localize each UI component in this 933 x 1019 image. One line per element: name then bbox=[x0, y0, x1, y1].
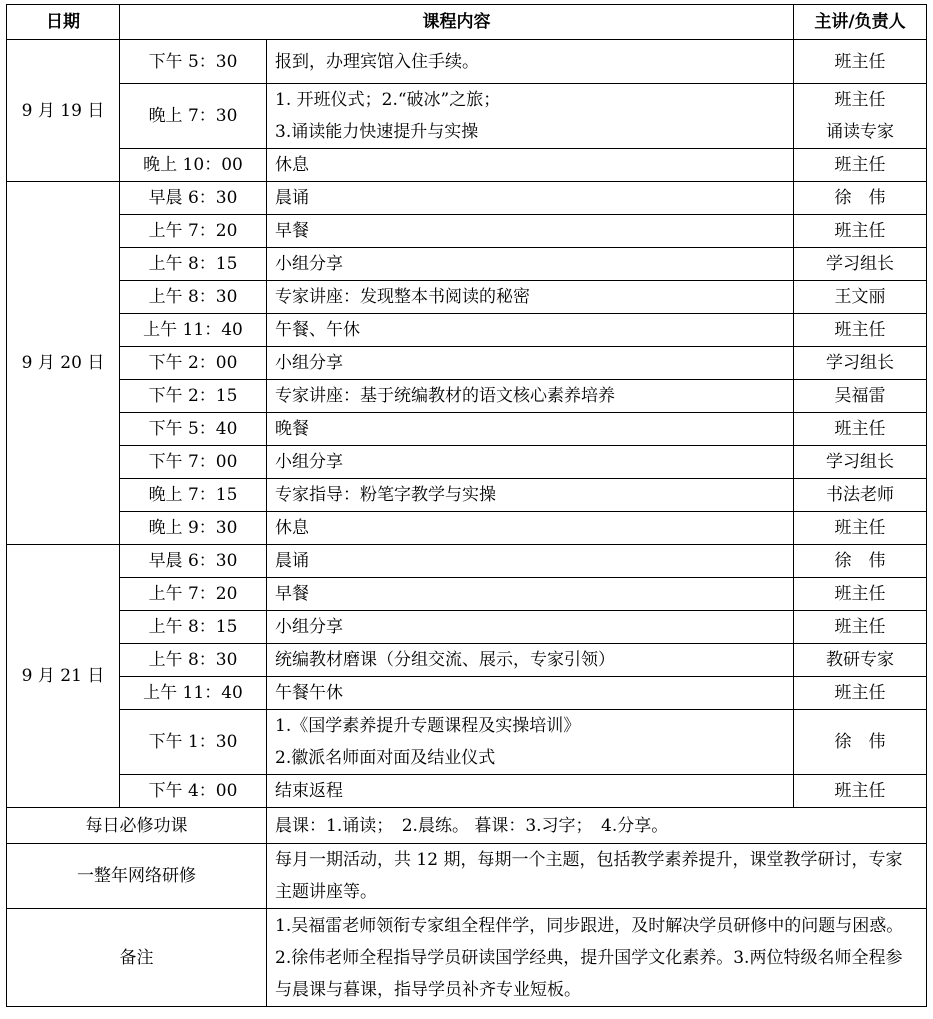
cell-text: 班主任 bbox=[834, 683, 886, 703]
cell-text: 教研专家 bbox=[826, 650, 894, 670]
cell-text: 结束返程 bbox=[275, 781, 343, 801]
schedule-row bbox=[7, 710, 927, 775]
schedule-row bbox=[7, 215, 927, 248]
session-lecturer bbox=[794, 347, 927, 380]
session-content bbox=[267, 413, 794, 446]
schedule-row bbox=[7, 40, 927, 84]
header-date: 日期 bbox=[7, 5, 120, 40]
session-time: 下午 2：15 bbox=[120, 380, 267, 413]
session-time: 上午 11：40 bbox=[120, 314, 267, 347]
cell-text: 小组分享 bbox=[275, 353, 343, 373]
session-time: 上午 8：15 bbox=[120, 248, 267, 281]
session-lecturer bbox=[794, 446, 927, 479]
session-time: 晚上 7：30 bbox=[120, 84, 267, 149]
schedule-row bbox=[7, 479, 927, 512]
footer-online-row bbox=[7, 844, 927, 909]
schedule-row bbox=[7, 677, 927, 710]
cell-text: 班主任 bbox=[834, 518, 886, 538]
day-date: 9 月 21 日 bbox=[7, 545, 120, 808]
cell-text: 吴福雷 bbox=[834, 386, 886, 406]
cell-text: 专家讲座：基于统编教材的语文核心素养培养 bbox=[275, 386, 615, 406]
cell-text: 休息 bbox=[275, 155, 309, 175]
cell-text: 统编教材磨课（分组交流、展示，专家引领） bbox=[275, 650, 615, 670]
session-lecturer bbox=[794, 215, 927, 248]
cell-text: 学习组长 bbox=[826, 254, 894, 274]
cell-text: 班主任 bbox=[834, 155, 886, 175]
footer-text: 1.吴福雷老师领衔专家组全程伴学，同步跟进，及时解决学员研修中的问题与困惑。2.徐伟老师全程指导学员研读国学经典，提升国学文化素养。3.两位特级名师全程参与晨课与暮课，指导学员补齐专业短板。 bbox=[267, 909, 927, 1007]
cell-line: 班主任 bbox=[834, 90, 886, 110]
session-time: 下午 5：30 bbox=[120, 40, 267, 84]
cell-text: 报到，办理宾馆入住手续。 bbox=[275, 51, 479, 72]
schedule-row bbox=[7, 775, 927, 808]
session-time: 晚上 9：30 bbox=[120, 512, 267, 545]
session-lecturer bbox=[794, 775, 927, 808]
cell-line: 3.诵读能力快速提升与实操 bbox=[275, 122, 479, 142]
footer-notes-row bbox=[7, 909, 927, 1007]
cell-text: 早餐 bbox=[275, 584, 309, 604]
schedule-row bbox=[7, 248, 927, 281]
session-lecturer bbox=[794, 248, 927, 281]
schedule-row bbox=[7, 446, 927, 479]
session-content bbox=[267, 182, 794, 215]
cell-text: 晨诵 bbox=[275, 188, 309, 208]
session-content bbox=[267, 479, 794, 512]
session-content bbox=[267, 545, 794, 578]
cell-text: 小组分享 bbox=[275, 452, 343, 472]
schedule-table bbox=[6, 4, 927, 1007]
session-lecturer bbox=[794, 611, 927, 644]
session-lecturer bbox=[794, 710, 927, 775]
cell-text: 班主任 bbox=[834, 51, 886, 72]
session-content bbox=[267, 644, 794, 677]
session-time: 晚上 10：00 bbox=[120, 149, 267, 182]
schedule-row bbox=[7, 611, 927, 644]
cell-line: 1. 开班仪式；2.“破冰”之旅； bbox=[275, 90, 501, 110]
footer-daily-row bbox=[7, 808, 927, 844]
session-content bbox=[267, 710, 794, 775]
session-time: 下午 7：00 bbox=[120, 446, 267, 479]
schedule-row bbox=[7, 644, 927, 677]
cell-text: 晚餐 bbox=[275, 419, 309, 439]
schedule-row bbox=[7, 182, 927, 215]
session-lecturer bbox=[794, 644, 927, 677]
cell-line: 1.《国学素养提升专题课程及实操培训》 bbox=[275, 716, 581, 736]
session-lecturer bbox=[794, 314, 927, 347]
schedule-row bbox=[7, 314, 927, 347]
footer-label: 一整年网络研修 bbox=[7, 844, 267, 909]
session-time: 上午 7：20 bbox=[120, 578, 267, 611]
schedule-row bbox=[7, 512, 927, 545]
session-lecturer bbox=[794, 149, 927, 182]
session-content bbox=[267, 149, 794, 182]
session-time: 上午 11：40 bbox=[120, 677, 267, 710]
footer-label: 每日必修功课 bbox=[7, 808, 267, 844]
session-content bbox=[267, 84, 794, 149]
footer-text: 每月一期活动，共 12 期，每期一个主题，包括教学素养提升，课堂教学研讨，专家主题讲座等。 bbox=[267, 844, 927, 909]
cell-text: 午餐午休 bbox=[275, 683, 343, 703]
session-content bbox=[267, 578, 794, 611]
session-time: 下午 4：00 bbox=[120, 775, 267, 808]
session-content bbox=[267, 40, 794, 84]
cell-text: 班主任 bbox=[834, 221, 886, 241]
session-time: 下午 1：30 bbox=[120, 710, 267, 775]
cell-text: 书法老师 bbox=[826, 485, 894, 505]
session-content bbox=[267, 248, 794, 281]
cell-text: 徐 伟 bbox=[834, 732, 886, 752]
schedule-row bbox=[7, 380, 927, 413]
cell-text: 专家讲座：发现整本书阅读的秘密 bbox=[275, 287, 530, 307]
cell-text: 班主任 bbox=[834, 584, 886, 604]
session-content bbox=[267, 281, 794, 314]
header-lecturer: 主讲/负责人 bbox=[794, 5, 927, 40]
session-time: 上午 8：15 bbox=[120, 611, 267, 644]
cell-text: 晨诵 bbox=[275, 551, 309, 571]
header-row bbox=[7, 5, 927, 40]
session-content bbox=[267, 215, 794, 248]
schedule-row bbox=[7, 84, 927, 149]
cell-text: 班主任 bbox=[834, 419, 886, 439]
session-content bbox=[267, 314, 794, 347]
cell-text: 早餐 bbox=[275, 221, 309, 241]
cell-text: 班主任 bbox=[834, 781, 886, 801]
session-lecturer bbox=[794, 479, 927, 512]
schedule-row bbox=[7, 281, 927, 314]
session-time: 下午 2：00 bbox=[120, 347, 267, 380]
session-lecturer bbox=[794, 281, 927, 314]
cell-text: 专家指导：粉笔字教学与实操 bbox=[275, 485, 496, 505]
cell-text: 王文丽 bbox=[834, 287, 886, 307]
session-time: 晚上 7：15 bbox=[120, 479, 267, 512]
footer-text: 晨课：1.诵读； 2.晨练。 暮课：3.习字； 4.分享。 bbox=[267, 808, 927, 844]
cell-text: 学习组长 bbox=[826, 452, 894, 472]
day-date: 9 月 20 日 bbox=[7, 182, 120, 545]
schedule-row bbox=[7, 347, 927, 380]
day-date: 9 月 19 日 bbox=[7, 40, 120, 182]
session-time: 早晨 6：30 bbox=[120, 182, 267, 215]
cell-text: 班主任 bbox=[834, 320, 886, 340]
cell-line: 诵读专家 bbox=[826, 122, 894, 142]
session-time: 早晨 6：30 bbox=[120, 545, 267, 578]
cell-text: 休息 bbox=[275, 518, 309, 538]
session-time: 上午 7：20 bbox=[120, 215, 267, 248]
session-lecturer bbox=[794, 677, 927, 710]
header-content: 课程内容 bbox=[120, 5, 794, 40]
session-lecturer bbox=[794, 84, 927, 149]
session-content bbox=[267, 380, 794, 413]
session-lecturer bbox=[794, 40, 927, 84]
cell-line: 2.徽派名师面对面及结业仪式 bbox=[275, 748, 496, 768]
session-content bbox=[267, 775, 794, 808]
cell-text: 徐 伟 bbox=[834, 188, 886, 208]
cell-text: 学习组长 bbox=[826, 353, 894, 373]
session-content bbox=[267, 677, 794, 710]
footer-label: 备注 bbox=[7, 909, 267, 1007]
session-content bbox=[267, 446, 794, 479]
schedule-row bbox=[7, 413, 927, 446]
cell-text: 小组分享 bbox=[275, 254, 343, 274]
session-time: 下午 5：40 bbox=[120, 413, 267, 446]
cell-text: 午餐、午休 bbox=[275, 320, 360, 340]
session-lecturer bbox=[794, 413, 927, 446]
cell-text: 班主任 bbox=[834, 617, 886, 637]
session-content bbox=[267, 611, 794, 644]
cell-text: 徐 伟 bbox=[834, 551, 886, 571]
session-lecturer bbox=[794, 545, 927, 578]
session-lecturer bbox=[794, 380, 927, 413]
session-content bbox=[267, 347, 794, 380]
schedule-row bbox=[7, 545, 927, 578]
session-content bbox=[267, 512, 794, 545]
session-lecturer bbox=[794, 182, 927, 215]
schedule-row bbox=[7, 578, 927, 611]
session-time: 上午 8：30 bbox=[120, 644, 267, 677]
schedule-row bbox=[7, 149, 927, 182]
cell-text: 小组分享 bbox=[275, 617, 343, 637]
session-lecturer bbox=[794, 578, 927, 611]
session-time: 上午 8：30 bbox=[120, 281, 267, 314]
session-lecturer bbox=[794, 512, 927, 545]
